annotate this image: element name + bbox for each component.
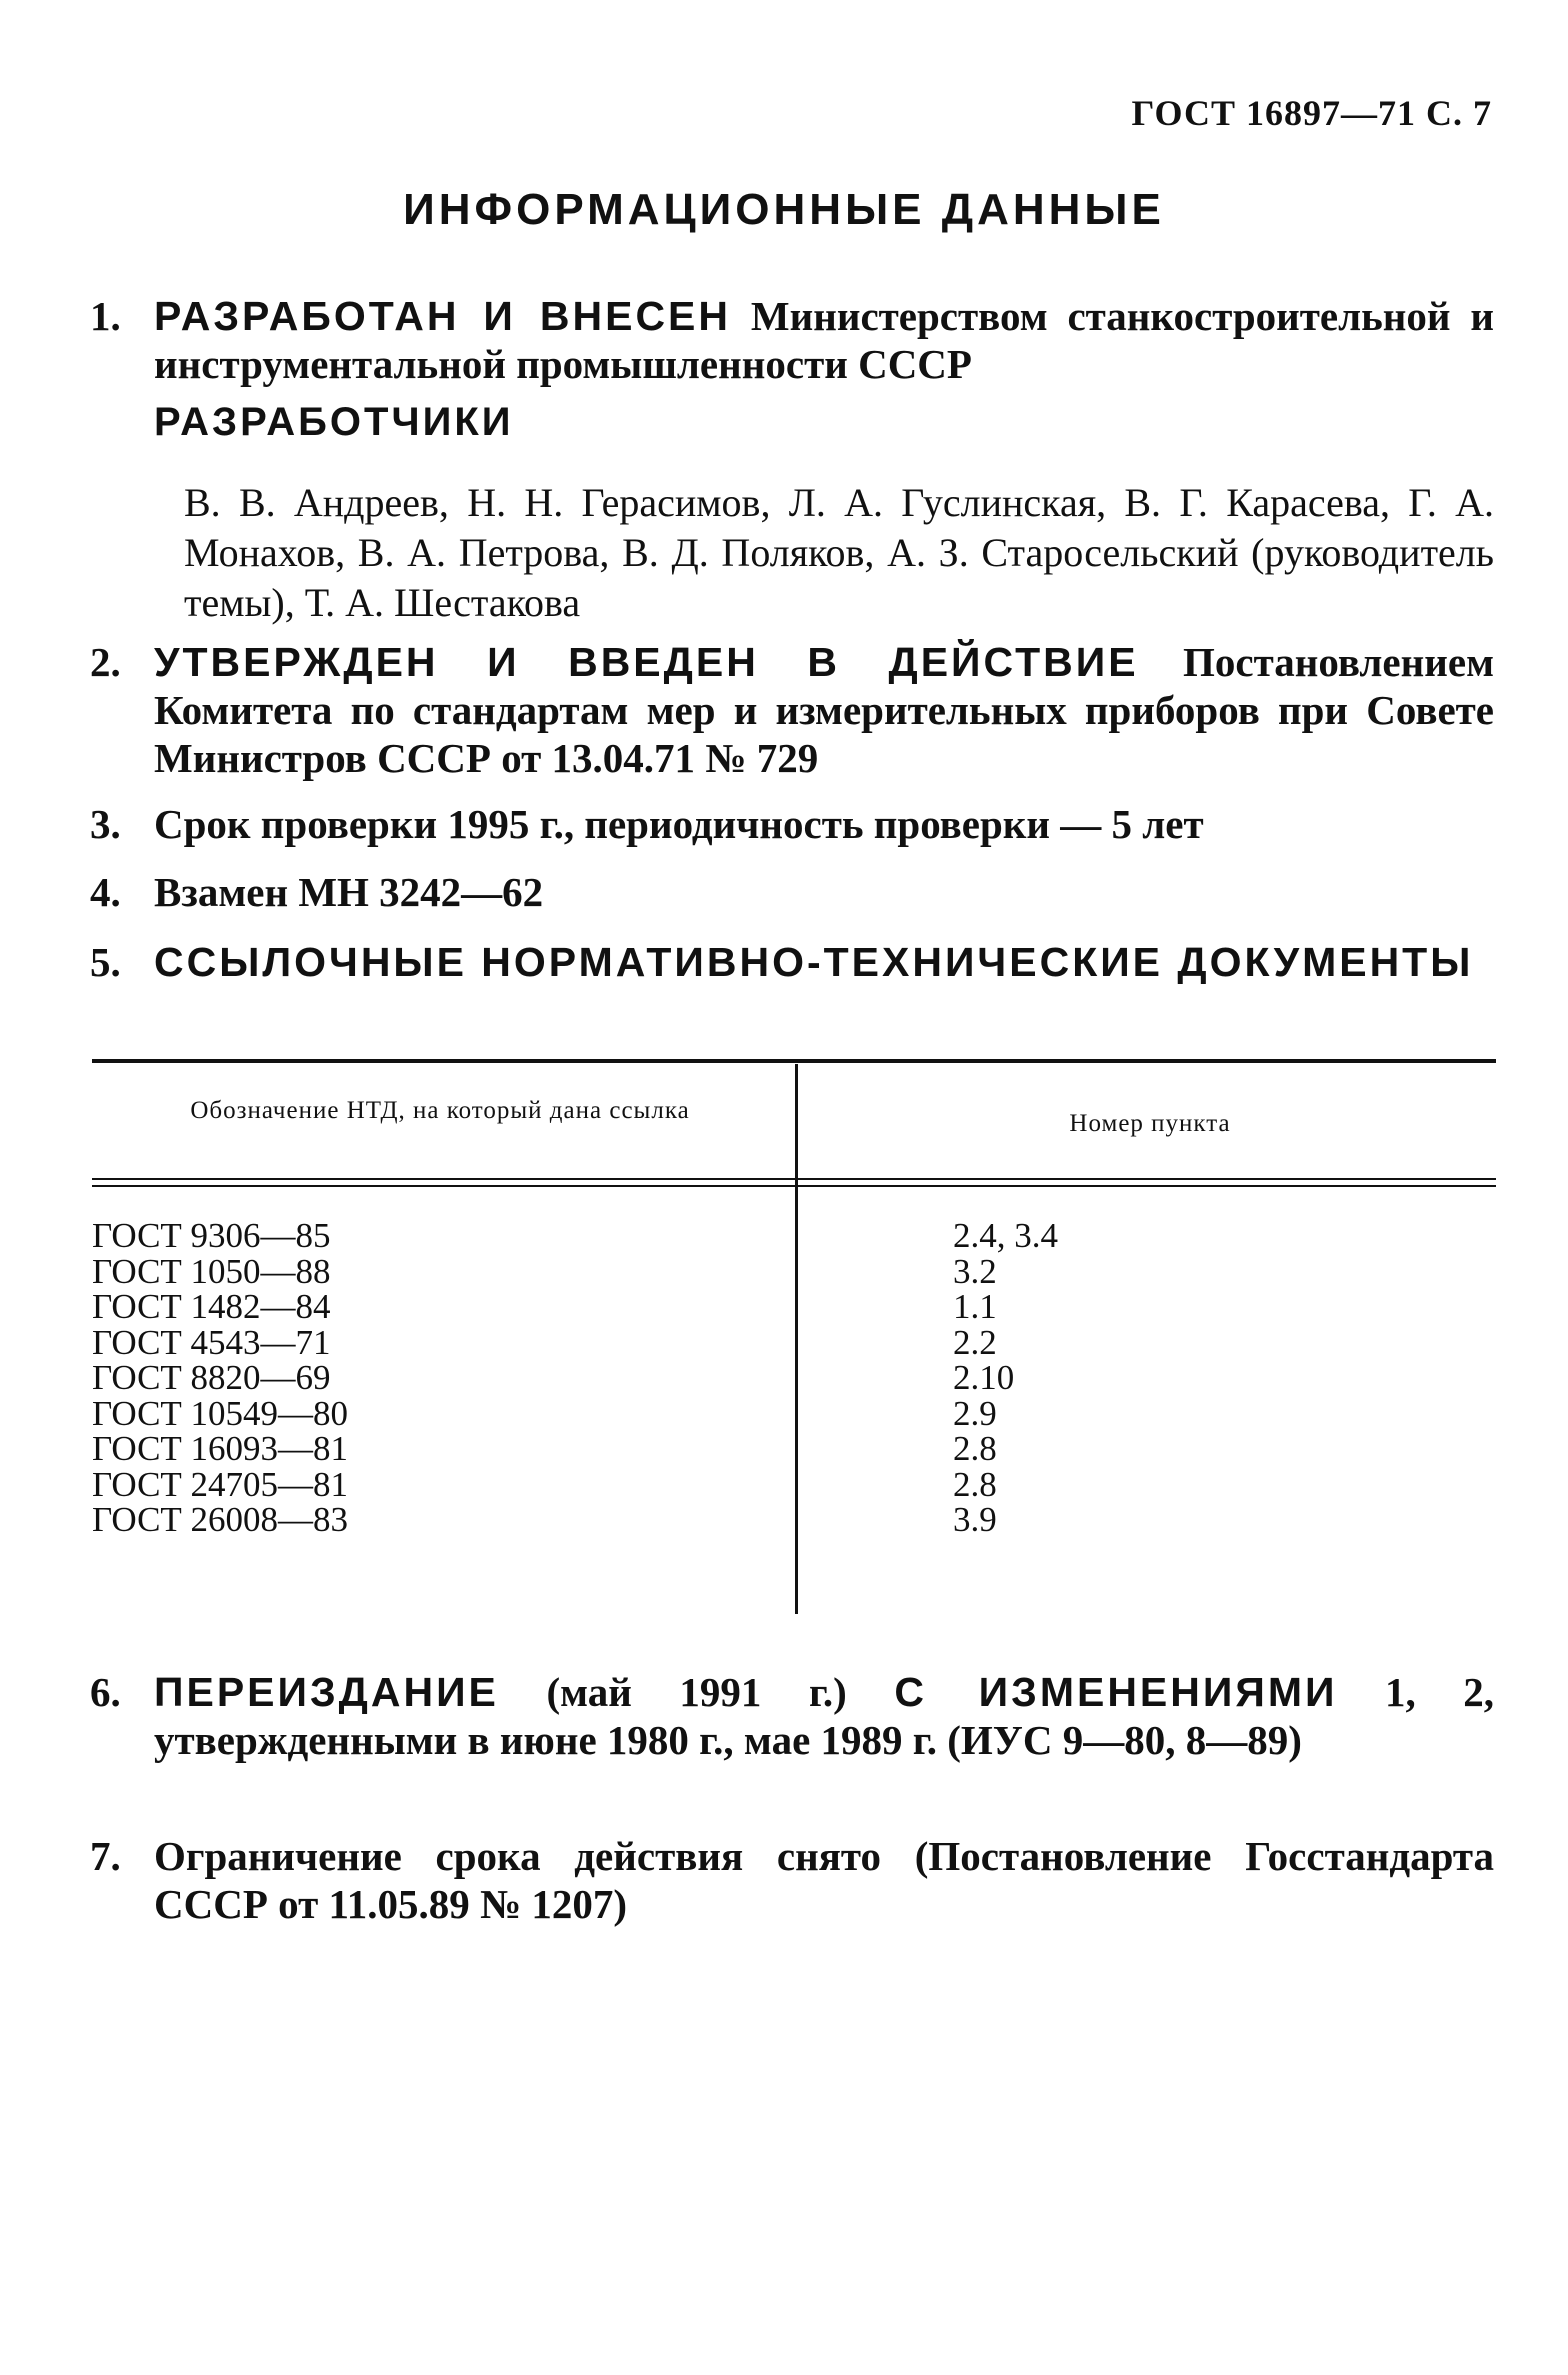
item-heading: ПЕРЕИЗДАНИЕ (154, 1669, 499, 1715)
item-heading: РАЗРАБОТАН И ВНЕСЕН (154, 293, 732, 339)
table-cell-doc: ГОСТ 9306—85 (92, 1216, 331, 1255)
item-text: Постановлением Комитета по стандартам мер и измерительных приборов при Совете Министров СССР от 13.04.71 № 729 (154, 639, 1495, 781)
table-cell-doc: ГОСТ 16093—81 (92, 1429, 349, 1468)
table-cell-doc: ГОСТ 26008—83 (92, 1500, 349, 1539)
item-text-secondary: 1, 2, утвержденными в июне 1980 г., мае 1989 г. (ИУС 9—80, 8—89) (154, 1669, 1495, 1763)
table-column-docs (92, 1218, 348, 1538)
item-2 (90, 638, 1494, 782)
item-1 (90, 292, 1494, 388)
table-cell-doc: ГОСТ 1050—88 (92, 1251, 331, 1291)
item-heading: ССЫЛОЧНЫЕ НОРМАТИВНО-ТЕХНИЧЕСКИЕ ДОКУМЕНТЫ (154, 939, 1474, 985)
table-header-point: Номер пункта (1069, 1110, 1231, 1137)
item-number: 6. (90, 1669, 121, 1715)
item-number: 2. (90, 639, 121, 685)
table-cell-point: 1.1 (953, 1287, 997, 1326)
item-number: 5. (90, 939, 121, 985)
table-cell-doc: ГОСТ 4543—71 (92, 1322, 331, 1362)
table-cell-doc: ГОСТ 24705—81 (92, 1464, 349, 1504)
item-text: Срок проверки 1995 г., периодичность проверки — 5 лет (154, 801, 1204, 847)
table-cell-doc: ГОСТ 8820—69 (92, 1358, 331, 1397)
item-3 (90, 800, 1494, 848)
item-6 (90, 1668, 1494, 1764)
table-cell-doc: ГОСТ 1482—84 (92, 1287, 331, 1326)
table-cell-point: 3.2 (953, 1251, 997, 1291)
table-column-divider (795, 1064, 798, 1614)
item-4 (90, 868, 1494, 916)
table-cell-point: 2.8 (953, 1464, 997, 1504)
table-cell-point: 2.9 (953, 1393, 997, 1433)
table-column-points (953, 1218, 1058, 1538)
table-header-rule (92, 1178, 1496, 1180)
table-top-rule (92, 1059, 1496, 1063)
item-number: 3. (90, 801, 121, 847)
item-text: (май 1991 г.) (546, 1669, 847, 1715)
table-cell-point: 2.8 (953, 1429, 997, 1468)
item-heading: УТВЕРЖДЕН И ВВЕДЕН В ДЕЙСТВИЕ (154, 639, 1139, 685)
item-text: Ограничение срока действия снято (Постановление Госстандарта СССР от 11.05.89 № 1207) (154, 1833, 1494, 1927)
table-cell-doc: ГОСТ 10549—80 (92, 1393, 349, 1433)
table-header-rule (92, 1185, 1496, 1187)
item-text: Министерством станкостроительной и инструментальной промышленности СССР (154, 293, 1495, 387)
page-title: ИНФОРМАЦИОННЫЕ ДАННЫЕ (403, 185, 1165, 234)
developers-heading: РАЗРАБОТЧИКИ (154, 400, 514, 444)
table-cell-point: 2.2 (953, 1322, 997, 1362)
item-heading-secondary: С ИЗМЕНЕНИЯМИ (894, 1669, 1338, 1715)
item-7 (90, 1832, 1494, 1928)
item-number: 1. (90, 293, 121, 339)
developers-list: В. В. Андреев, Н. Н. Герасимов, Л. А. Гуслинская, В. Г. Карасева, Г. А. Монахов, В. А. Петрова, В. Д. Поляков, А. З. Старосельский (руководитель темы), Т. А. Шестакова (184, 480, 1494, 625)
item-5 (90, 938, 1494, 986)
table-cell-point: 2.10 (953, 1358, 1015, 1397)
table-cell-point: 2.4, 3.4 (953, 1216, 1058, 1255)
table-header-doc: Обозначение НТД, на который дана ссылка (190, 1097, 690, 1124)
item-number: 4. (90, 869, 121, 915)
page-header: ГОСТ 16897—71 С. 7 (1131, 93, 1492, 133)
table-cell-point: 3.9 (953, 1500, 997, 1539)
item-text: Взамен МН 3242—62 (154, 869, 544, 915)
item-number: 7. (90, 1833, 121, 1879)
